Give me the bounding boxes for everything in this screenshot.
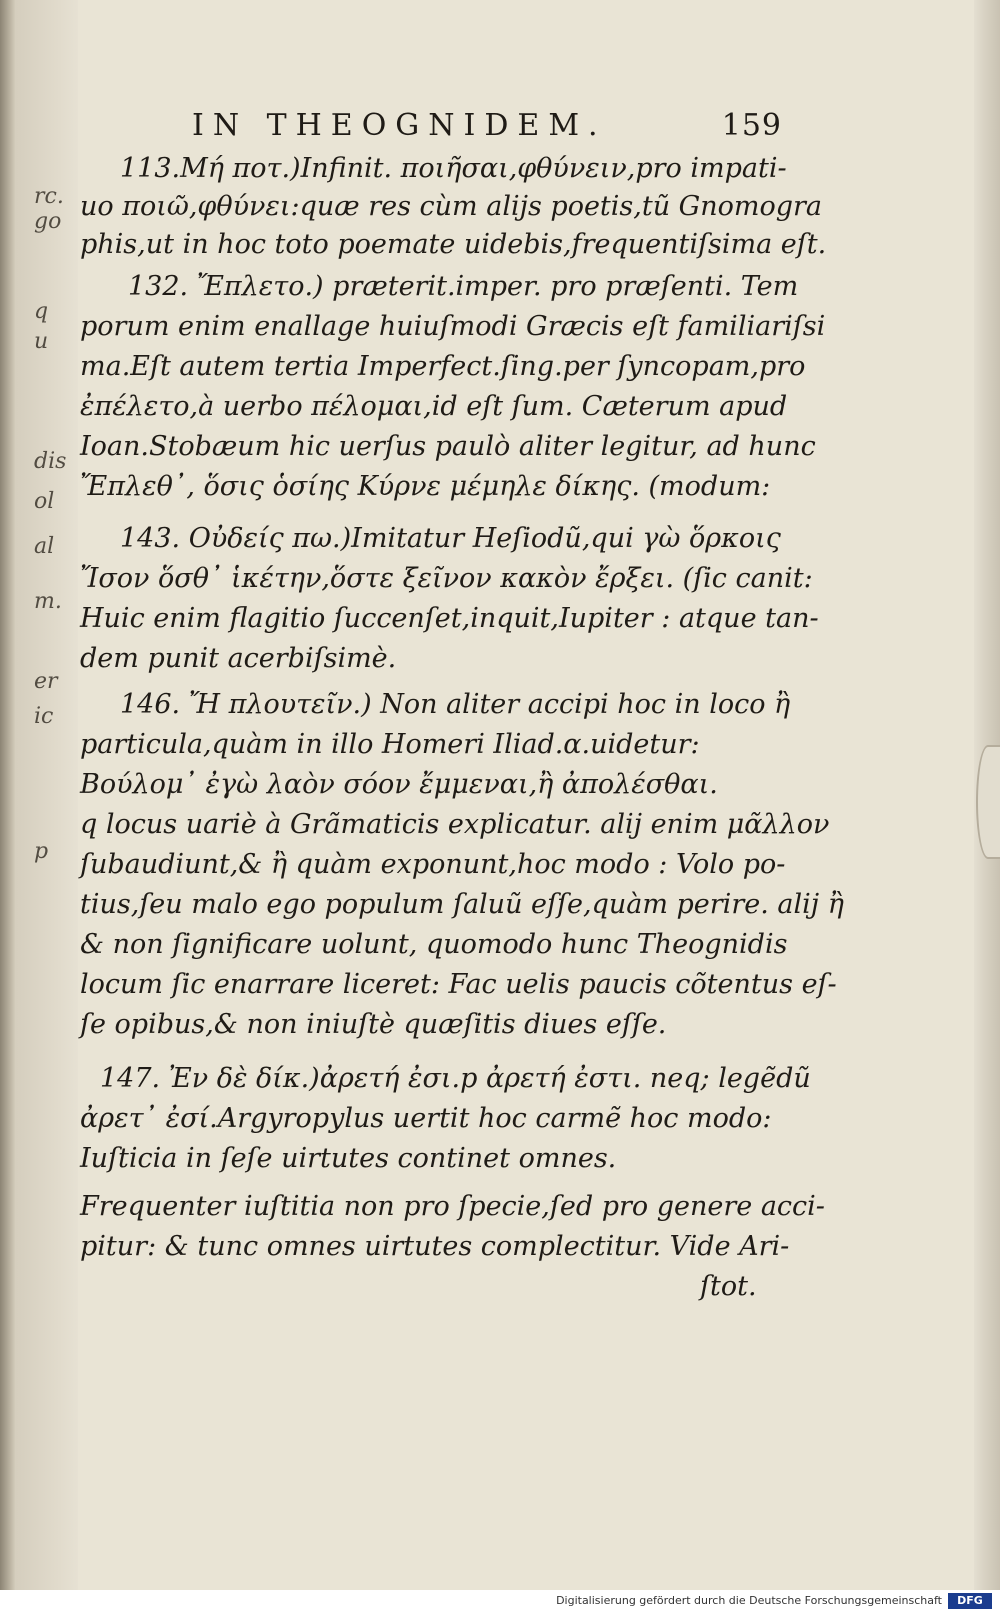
margin-bleed-text: al [34,534,55,559]
page-clasp-shadow [976,745,1000,859]
digitization-footer [0,1590,1000,1614]
text-line: ſtot. [700,1271,757,1302]
margin-bleed-text: p [34,839,49,864]
text-line: locum ſic enarrare liceret: Fac uelis paucis cõtentus eſ- [80,969,837,1000]
text-line: 113.Μή ποτ.)Infinit. ποιῆσαι,φθύνειν,pro impati- [120,153,787,184]
running-head-title: IN THEOGNIDEM. [192,108,607,143]
text-line: Huic enim flagitio ſuccenſet,inquit,Iupiter : atque tan- [80,603,819,634]
text-line: Ἴσον ὅσθ᾽ ἱκέτην,ὅστε ξεῖνον κακὸν ἔρξει. (ſic canit: [80,563,813,594]
margin-bleed-text: ol [34,489,55,514]
text-line: porum enim enallage huiuſmodi Græcis eſt familiariſsi [80,311,826,342]
running-head [192,108,782,144]
dfg-logo: DFG [948,1593,992,1609]
text-line: Ioan.Stobæum hic uerſus paulò aliter legitur, ad hunc [80,431,816,462]
text-line: Βούλομ᾽ ἐγὼ λαὸν σόον ἔμμεναι,ἢ ἀπολέσθαι. [80,769,718,800]
margin-bleed-text: go [34,209,62,234]
page-number: 159 [721,108,782,143]
text-line: ſubaudiunt,& ἢ quàm exponunt,hoc modo : Volo po- [80,849,786,880]
text-line: q locus uariè à Grãmaticis explicatur. aliј enim μᾶλλον [80,809,830,840]
text-line: Frequenter iuſtitia non pro ſpecie,ſed pro genere acci- [80,1191,825,1222]
text-line: Ἔπλεθ᾽, ὅσις ὁσίης Κύρνε μέμηλε δίκης. (modum: [80,471,771,502]
margin-bleed-text: er [34,669,58,694]
text-line: dem punit acerbiſsimè. [80,643,397,674]
text-line: Iuſticia in ſeſe uirtutes continet omnes. [80,1143,617,1174]
margin-bleed-text: u [34,329,49,354]
margin-bleed-text: m. [34,589,62,614]
text-line: 132. Ἔπλετο.) præterit.imper. pro præſenti. Tem [128,271,799,302]
margin-bleed-text: rc. [34,184,64,209]
text-line: & non ſignificare uolunt, quomodo hunc Theognidis [80,929,788,960]
text-line: uo ποιῶ,φθύνει:quæ res cùm aliјs poetis,tũ Gnomogra [80,191,823,222]
text-line: ἀρετ᾽ ἐσί.Argyropylus uertit hoc carmẽ hoc modo: [80,1103,772,1134]
page-gutter [16,0,78,1590]
text-line: ma.Eſt autem tertia Imperfect.ſing.per ſyncopam,pro [80,351,806,382]
margin-bleed-text: dis [34,449,67,474]
book-spine-edge [0,0,16,1590]
text-line: tius,ſeu malo ego populum ſaluũ eſſe,quàm perire. aliј ἢ [80,889,844,920]
text-line: particula,quàm in illo Homeri Iliad.α.uidetur: [80,729,700,760]
text-line: 143. Οὐδείς πω.)Imitatur Heſiodũ,qui γὼ ὅρκοις [120,523,781,554]
margin-bleed-text: ic [34,704,54,729]
funding-credit: Digitalisierung gefördert durch die Deutsche Forschungsgemeinschaft [556,1594,942,1607]
text-line: 146. Ἤ πλουτεῖν.) Non aliter accipi hoc in loco ἢ [120,689,791,720]
text-line: pitur: & tunc omnes uirtutes complectitur. Vide Ari- [80,1231,790,1262]
text-line: ſe opibus,& non iniuſtè quæſitis diues eſſe. [80,1009,667,1040]
text-line: ἐπέλετο,à uerbo πέλομαι,id eſt ſum. Cæterum apud [80,391,788,422]
text-line: phis,ut in hoc toto poemate uidebis,frequentiſsima eſt. [80,229,827,260]
margin-bleed-text: q [34,299,49,324]
text-line: 147. Ἐν δὲ δίκ.)ἀρετή ἐσι.p ἀρετή ἐστι. neq; legẽdũ [100,1063,811,1094]
